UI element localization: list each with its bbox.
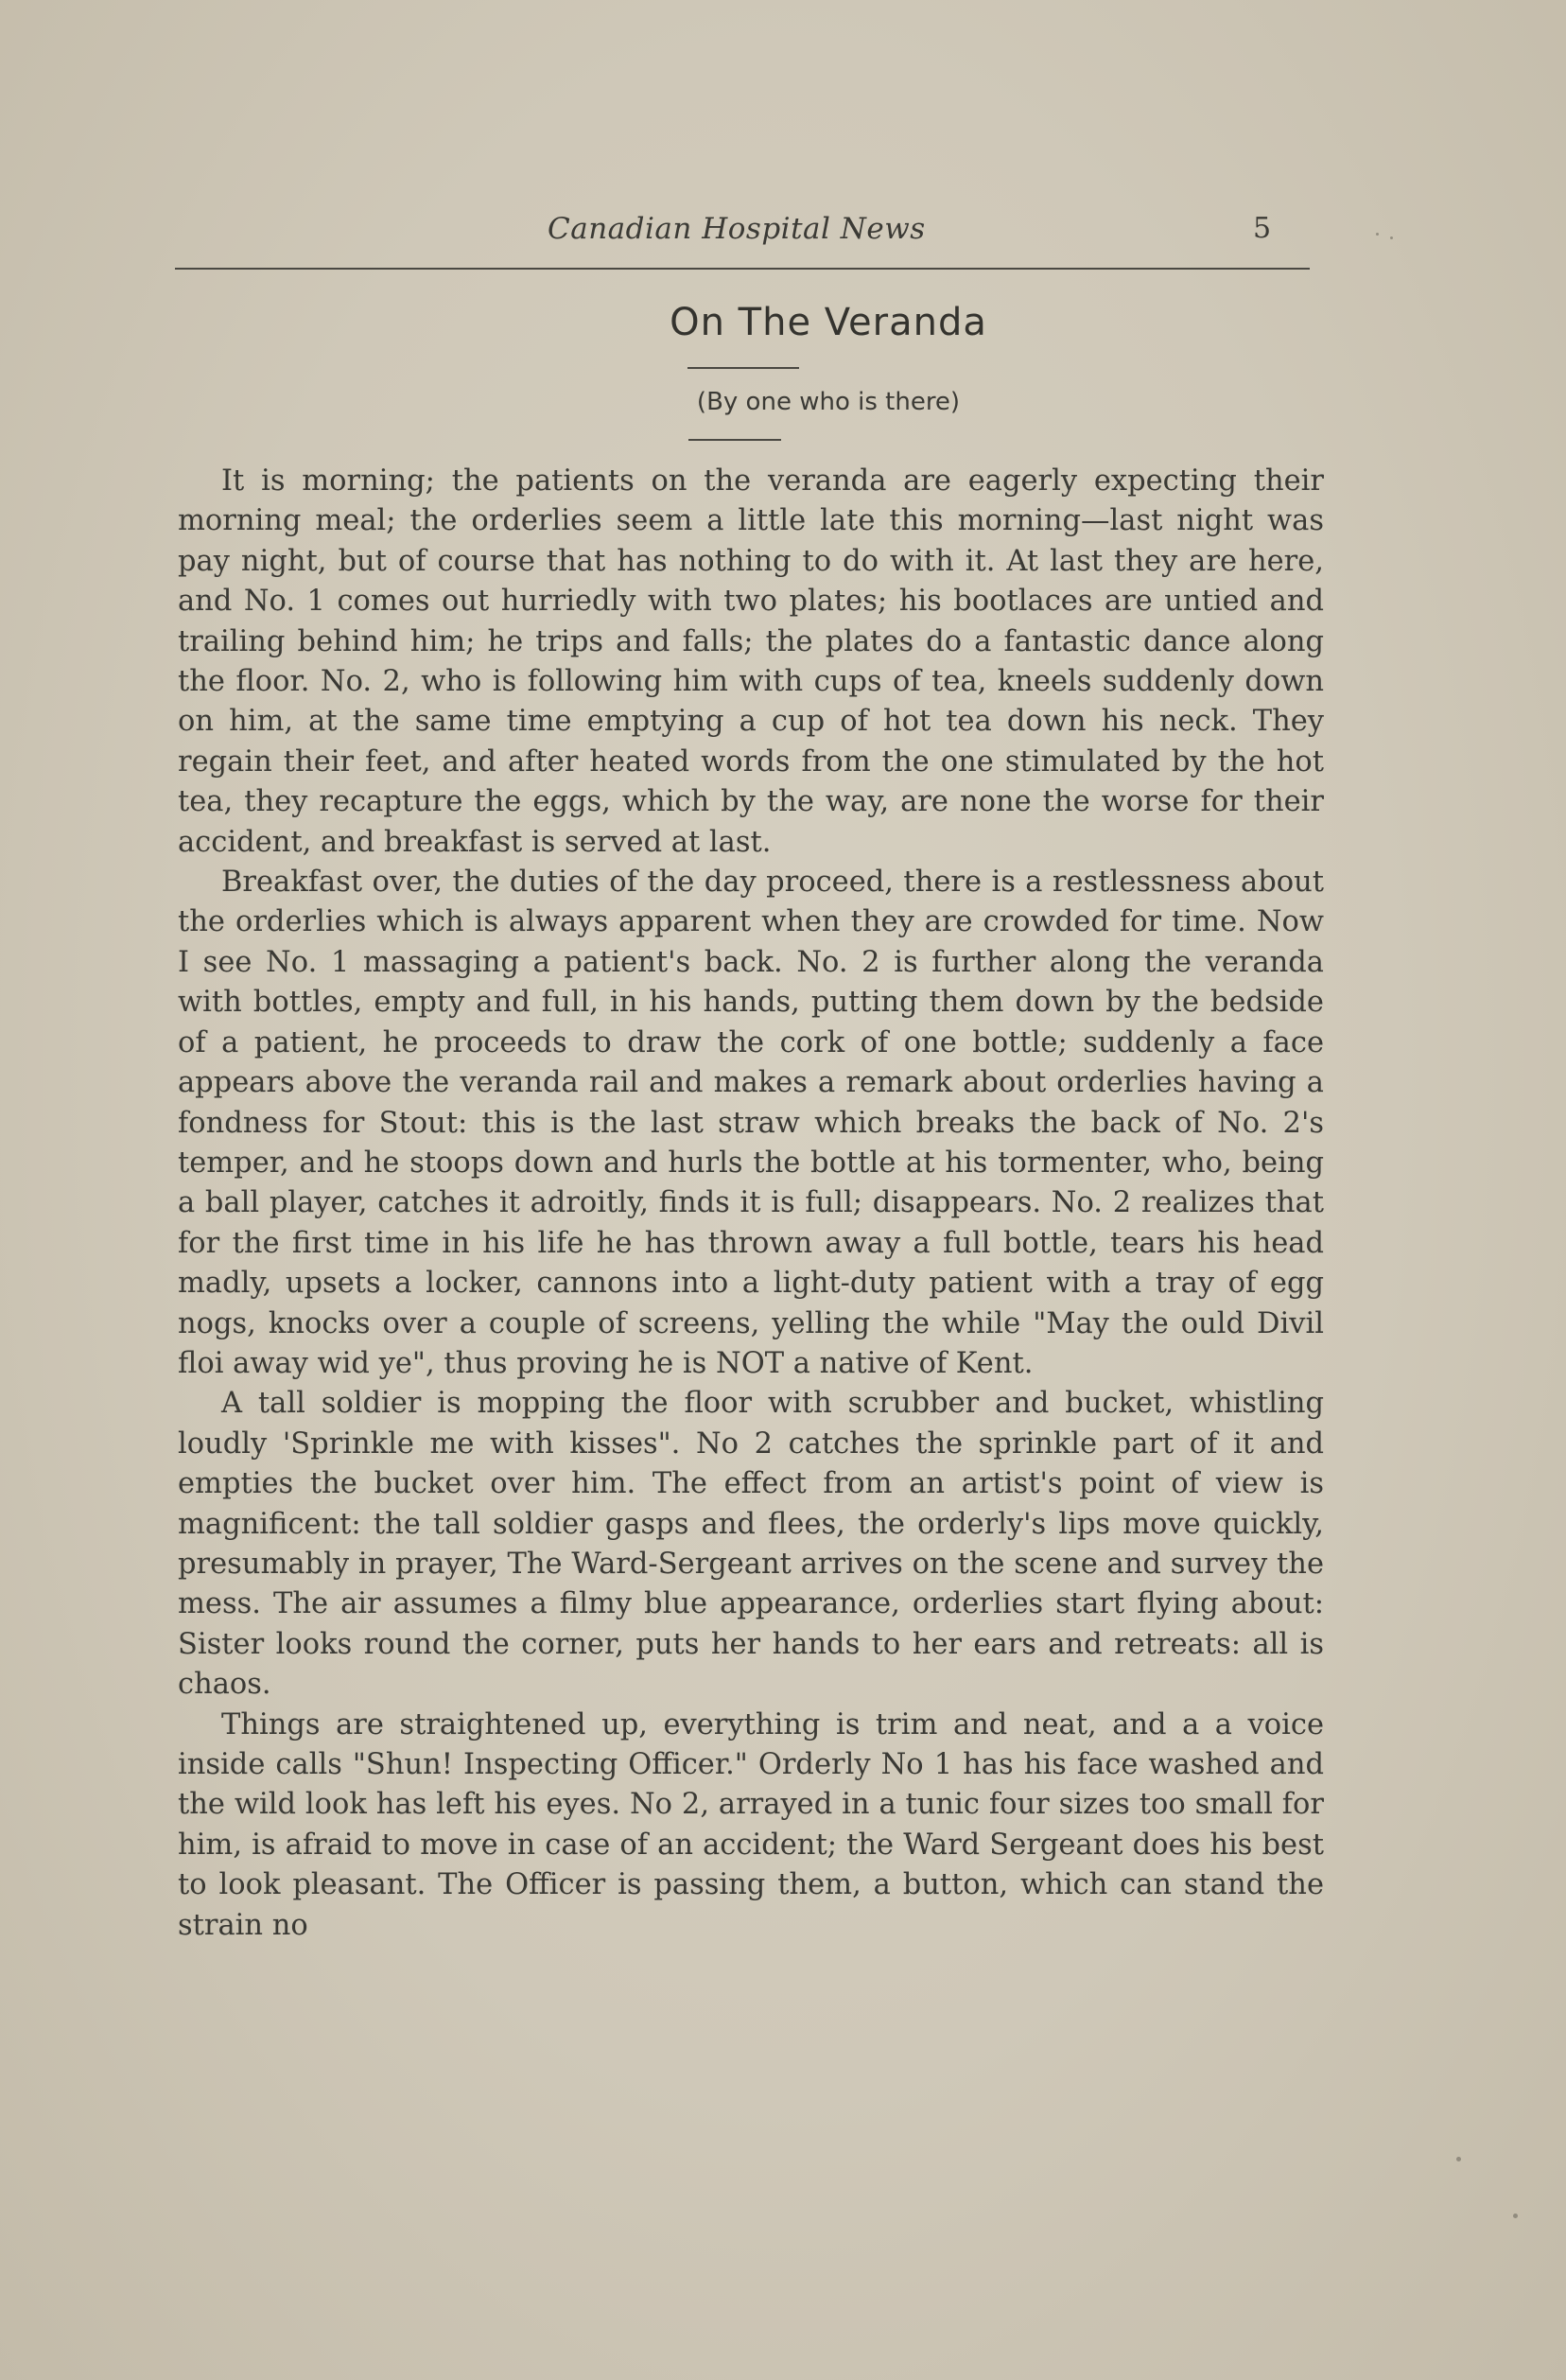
paper-speck	[1376, 233, 1379, 236]
title-rule	[687, 367, 799, 369]
article-body	[178, 462, 1324, 1946]
paper-speck	[1390, 236, 1393, 239]
running-title: Canadian Hospital News	[548, 212, 926, 246]
article-title: On The Veranda	[670, 301, 987, 344]
paper-speck	[1456, 2157, 1461, 2161]
paper-speck	[1513, 2214, 1518, 2218]
article-byline: (By one who is there)	[696, 388, 961, 416]
page-number: 5	[1253, 212, 1272, 245]
paragraph-2: Breakfast over, the duties of the day proceed, there is a restlessness about the orderlies which is always apparent when they are crowded for time. Now I see No. 1 massaging a patient's back. No. 2 is further along the veranda with bottles, empty and full, in his hands, putting them down by the bedside of a patient, he proceeds to draw the cork of one bottle; suddenly a face appears above the veranda rail and makes a remark about orderlies having a fondness for Stout: this is the last straw which breaks the back of No. 2's temper, and he stoops down and hurls the bottle at his tormenter, who, being a ball player, catches it adroitly, finds it is full; disappears. No. 2 realizes that for the first time in his life he has thrown away a full bottle, tears his head madly, upsets a locker, cannons into a light-duty patient with a tray of egg nogs, knocks over a couple of screens, yelling the while "May the ould Divil floi away wid ye", thus proving he is NOT a native of Kent.	[178, 866, 1324, 1380]
paragraph-1: It is morning; the patients on the veranda are eagerly expecting their morning meal; the orderlies seem a little late this morning—last night was pay night, but of course that has nothing to do with it. At last they are here, and No. 1 comes out hurriedly with two plates; his bootlaces are untied and trailing behind him; he trips and falls; the plates do a fantastic dance along the floor. No. 2, who is following him with cups of tea, kneels suddenly down on him, at the same time emptying a cup of hot tea down his neck. They regain their feet, and after heated words from the one stimulated by the hot tea, they recapture the eggs, which by the way, are none the worse for their accident, and breakfast is served at last.	[178, 464, 1324, 859]
running-header	[175, 210, 1310, 257]
paragraph-4: Things are straightened up, everything is trim and neat, and a a voice inside calls "Shun! Inspecting Officer." Orderly No 1 has his face washed and the wild look has left his eyes. No 2, arrayed in a tunic four sizes too small for him, is afraid to move in case of an accident; the Ward Sergeant does his best to look pleasant. The Officer is passing them, a button, which can stand the strain no	[178, 1707, 1324, 1942]
paragraph-3: A tall soldier is mopping the floor with scrubber and bucket, whistling loudly 'Sprinkle me with kisses". No 2 catches the sprinkle part of it and empties the bucket over him. The effect from an artist's point of view is magnificent: the tall soldier gasps and flees, the orderly's lips move quickly, presumably in prayer, The Ward-Sergeant arrives on the scene and survey the mess. The air assumes a filmy blue appearance, orderlies start flying about: Sister looks round the corner, puts her hands to her ears and retreats: all is chaos.	[178, 1387, 1324, 1702]
byline-rule	[688, 439, 781, 441]
header-rule	[175, 268, 1310, 270]
